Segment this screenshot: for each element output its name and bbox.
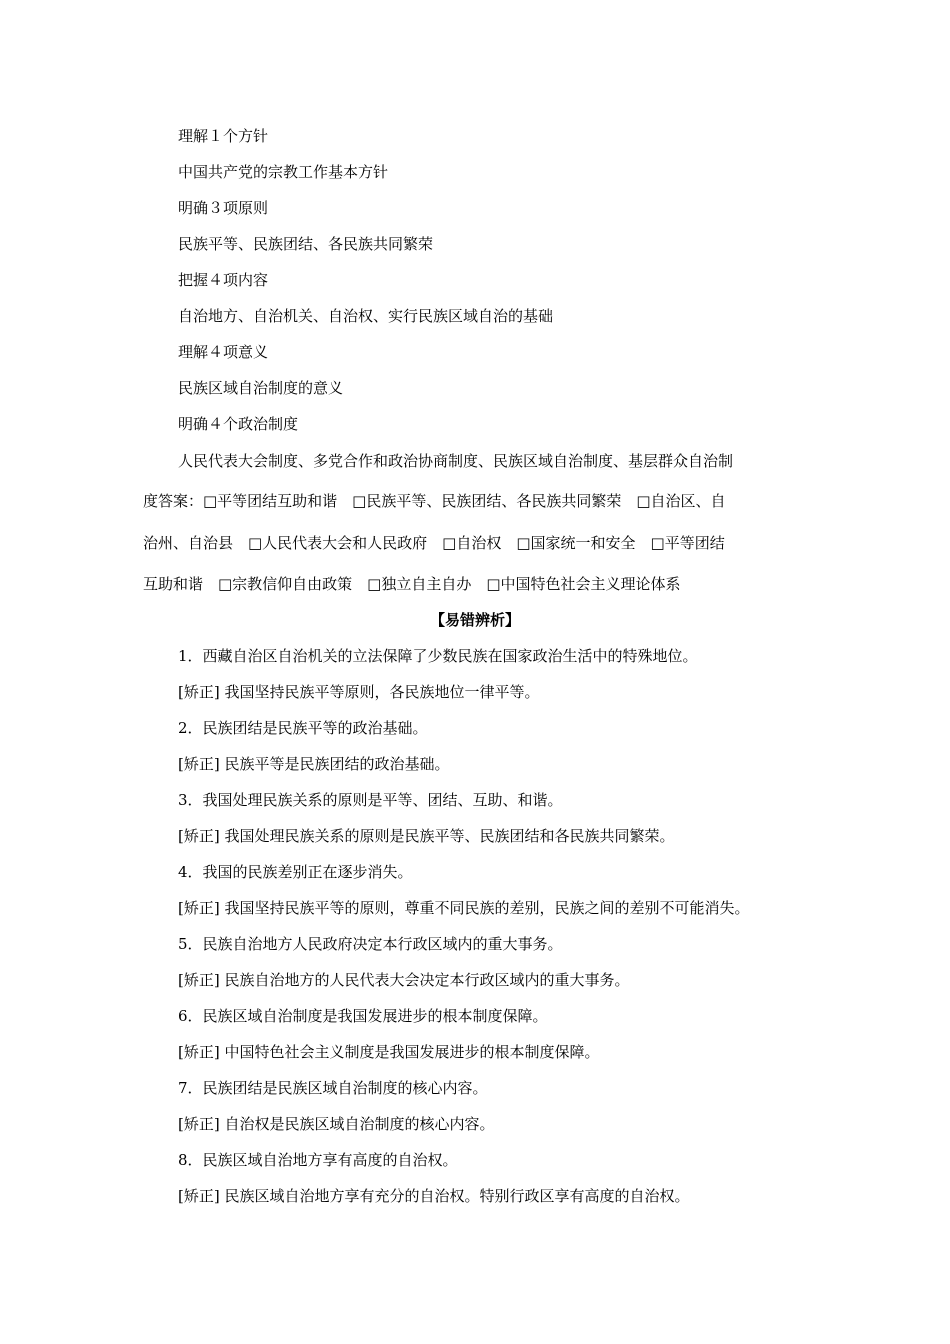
correction-line: [矫正] 中国特色社会主义制度是我国发展进步的根本制度保障。 — [178, 1043, 600, 1061]
error-statement: 7．民族团结是民族区域自治制度的核心内容。 — [178, 1079, 488, 1097]
correction-line: [矫正] 自治权是民族区域自治制度的核心内容。 — [178, 1115, 495, 1133]
summary-line: 理解４项意义 — [178, 343, 269, 361]
correction-line: [矫正] 我国坚持民族平等原则，各民族地位一律平等。 — [178, 683, 540, 701]
answer-paragraph-line: 互助和谐 □宗教信仰自由政策 □独立自主自办 □中国特色社会主义理论体系 — [143, 575, 681, 593]
error-statement: 6．民族区域自治制度是我国发展进步的根本制度保障。 — [178, 1007, 548, 1025]
summary-line: 中国共产党的宗教工作基本方针 — [178, 163, 389, 181]
correction-line: [矫正] 民族平等是民族团结的政治基础。 — [178, 755, 450, 773]
summary-line: 民族区域自治制度的意义 — [178, 379, 344, 397]
error-statement: 1．西藏自治区自治机关的立法保障了少数民族在国家政治生活中的特殊地位。 — [178, 647, 698, 665]
correction-line: [矫正] 民族区域自治地方享有充分的自治权。特别行政区享有高度的自治权。 — [178, 1187, 690, 1205]
summary-line: 明确４个政治制度 — [178, 415, 299, 433]
correction-line: [矫正] 我国处理民族关系的原则是民族平等、民族团结和各民族共同繁荣。 — [178, 827, 675, 845]
error-statement: 4．我国的民族差别正在逐步消失。 — [178, 863, 413, 881]
summary-line: 明确３项原则 — [178, 199, 269, 217]
answer-paragraph-line: 人民代表大会制度、多党合作和政治协商制度、民族区域自治制度、基层群众自治制 — [178, 452, 734, 470]
answer-paragraph-line: 度答案：□平等团结互助和谐 □民族平等、民族团结、各民族共同繁荣 □自治区、自 — [143, 492, 726, 510]
correction-line: [矫正] 民族自治地方的人民代表大会决定本行政区域内的重大事务。 — [178, 971, 630, 989]
summary-line: 把握４项内容 — [178, 271, 269, 289]
error-statement: 2．民族团结是民族平等的政治基础。 — [178, 719, 428, 737]
summary-line: 理解１个方针 — [178, 127, 269, 145]
summary-line: 民族平等、民族团结、各民族共同繁荣 — [178, 235, 434, 253]
summary-line: 自治地方、自治机关、自治权、实行民族区域自治的基础 — [178, 307, 554, 325]
answer-paragraph-line: 治州、自治县 □人民代表大会和人民政府 □自治权 □国家统一和安全 □平等团结 — [143, 534, 725, 552]
error-statement: 3．我国处理民族关系的原则是平等、团结、互助、和谐。 — [178, 791, 563, 809]
section-heading: 【易错辨析】 — [429, 611, 520, 629]
error-statement: 5．民族自治地方人民政府决定本行政区域内的重大事务。 — [178, 935, 563, 953]
correction-line: [矫正] 我国坚持民族平等的原则，尊重不同民族的差别，民族之间的差别不可能消失。 — [178, 899, 750, 917]
error-statement: 8．民族区域自治地方享有高度的自治权。 — [178, 1151, 458, 1169]
